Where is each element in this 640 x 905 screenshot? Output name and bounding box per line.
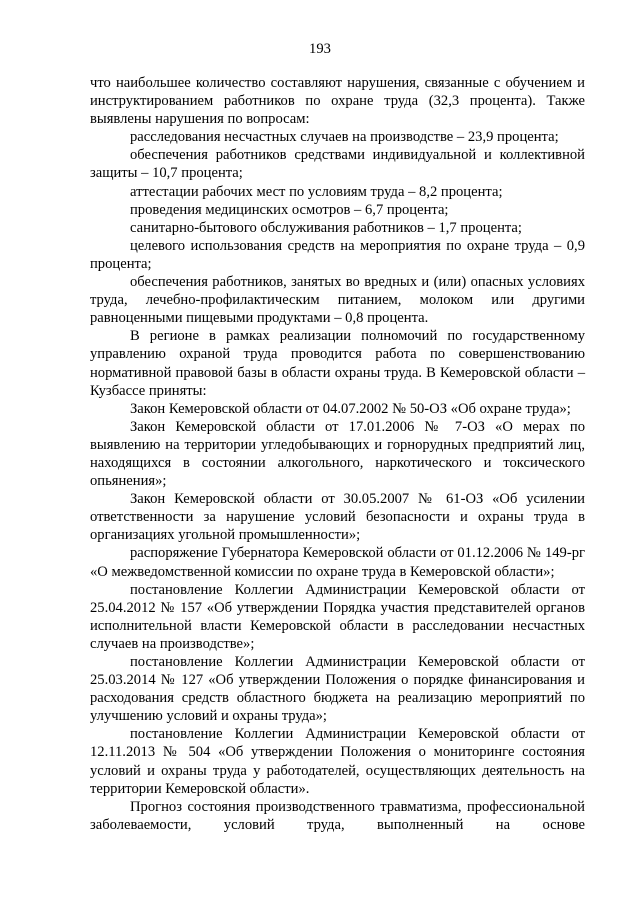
page-number: 193 [309, 41, 331, 57]
legal-act-item: постановление Коллегии Администрации Кемеровской области от 25.04.2012 № 157 «Об утверждении Порядка участия представителей органов исполнительной власти Кемеровской области в расследовании несчастных случаев на производстве»; [90, 581, 585, 652]
list-item: целевого использования средств на мероприятия по охране труда – 0,9 процента; [90, 237, 585, 272]
list-item: обеспечения работников, занятых во вредных и (или) опасных условиях труда, лечебно-профилактическим питанием, молоком или другими равноценными пищевыми продуктами – 0,8 процента. [90, 274, 585, 327]
paragraph: Прогноз состояния производственного травматизма, профессиональной заболеваемости, условий труда, выполненный на основе [90, 798, 585, 833]
list-item: расследования несчастных случаев на производстве – 23,9 процента; [130, 129, 559, 146]
document-body [90, 74, 585, 834]
legal-act-item: Закон Кемеровской области от 04.07.2002 № 50-ОЗ «Об охране труда»; [130, 400, 571, 417]
list-item: проведения медицинских осмотров – 6,7 процента; [130, 201, 449, 218]
legal-act-item: постановление Коллегии Администрации Кемеровской области от 12.11.2013 № 504 «Об утверждении Положения о мониторинге состояния условий и охраны труда у работодателей, осуществляющих деятельность на территории Кемеровской области». [90, 726, 585, 797]
list-item: обеспечения работников средствами индивидуальной и коллективной защиты – 10,7 процента; [90, 147, 585, 182]
legal-act-item: постановление Коллегии Администрации Кемеровской области от 25.03.2014 № 127 «Об утверждении Положения о порядке финансирования и расходования средств областного бюджета на реализацию мероприятий по улучшению условий и охраны труда»; [90, 654, 585, 725]
list-item: аттестации рабочих мест по условиям труда – 8,2 процента; [130, 183, 503, 200]
legal-act-item: Закон Кемеровской области от 17.01.2006 № 7-ОЗ «О мерах по выявлению на территории угледобывающих и горнорудных предприятий лиц, находящихся в состоянии алкогольного, наркотического и токсического опьянения»; [90, 418, 585, 490]
paragraph: что наибольшее количество составляют нарушения, связанные с обучением и инструктированием работников по охране труда (32,3 процента). Также выявлены нарушения по вопросам: [90, 75, 585, 128]
list-item: санитарно-бытового обслуживания работников – 1,7 процента; [130, 219, 522, 236]
legal-act-item: распоряжение Губернатора Кемеровской области от 01.12.2006 № 149-рг «О межведомственной комиссии по охране труда в Кемеровской области»; [90, 545, 585, 580]
legal-act-item: Закон Кемеровской области от 30.05.2007 № 61-ОЗ «Об усилении ответственности за нарушение условий безопасности и охраны труда в организациях угольной промышленности»; [90, 491, 585, 544]
paragraph: В регионе в рамках реализации полномочий по государственному управлению охраной труда проводится работа по совершенствованию нормативной правовой базы в области охраны труда. В Кемеровской области – Кузбассе приняты: [90, 328, 585, 399]
